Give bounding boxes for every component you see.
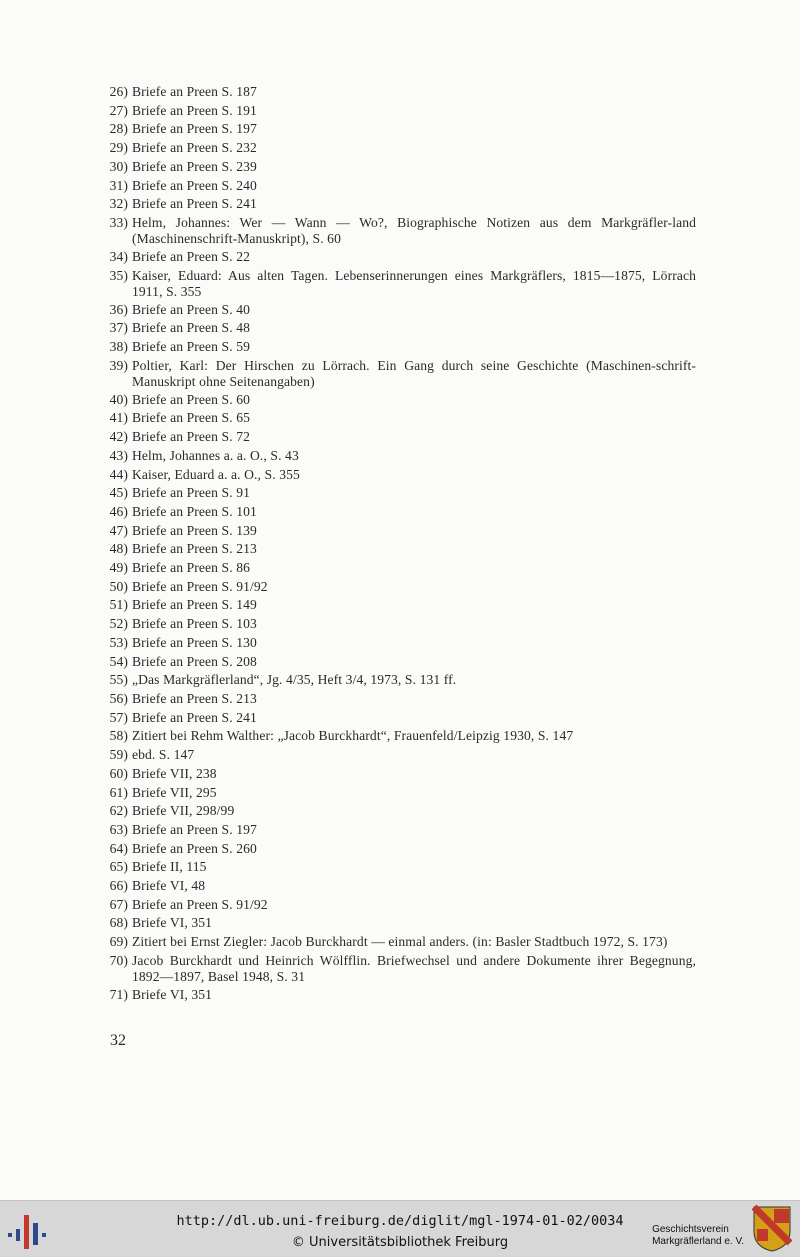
footnote-text: Briefe an Preen S. 59 — [132, 339, 250, 355]
footnote-item — [100, 301, 696, 320]
footnote-text: Briefe an Preen S. 103 — [132, 616, 257, 632]
footnote-item — [100, 671, 696, 690]
footnote-number: 62) — [109, 803, 128, 819]
footnote-number: 50) — [109, 578, 128, 594]
footnote-text: Briefe an Preen S. 197 — [132, 821, 257, 837]
footnote-text: Briefe an Preen S. 232 — [132, 140, 257, 156]
footnote-text: Briefe an Preen S. 60 — [132, 391, 250, 407]
footnote-item — [100, 102, 696, 121]
footnote-text: Briefe an Preen S. 48 — [132, 320, 250, 336]
footnote-item — [100, 615, 696, 634]
footnote-number: 41) — [109, 410, 128, 426]
footnote-text: Briefe an Preen S. 101 — [132, 503, 257, 519]
footnote-item — [100, 896, 696, 915]
footnote-text: Kaiser, Eduard a. a. O., S. 355 — [132, 466, 300, 482]
footnote-item — [100, 933, 696, 952]
footnote-item — [100, 447, 696, 466]
footnote-text: Briefe an Preen S. 241 — [132, 196, 257, 212]
footnote-number: 58) — [109, 728, 128, 744]
footnote-number: 51) — [109, 597, 128, 613]
footnote-number: 63) — [109, 821, 128, 837]
footnote-item — [100, 802, 696, 821]
footnote-text: Poltier, Karl: Der Hirschen zu Lörrach. Ein Gang durch seine Geschichte (Maschinen-schrift-Manuskript ohne Seitenangaben) — [132, 357, 696, 390]
footnote-number: 47) — [109, 522, 128, 538]
footnote-item — [100, 634, 696, 653]
footnote-text: Briefe VI, 48 — [132, 878, 206, 894]
footnote-text: Briefe an Preen S. 213 — [132, 690, 257, 706]
footnote-number: 38) — [109, 339, 128, 355]
society-name — [652, 1224, 744, 1248]
footnote-item — [100, 765, 696, 784]
footnote-text: Briefe an Preen S. 197 — [132, 121, 257, 137]
footnote-number: 29) — [109, 140, 128, 156]
footnote-item — [100, 195, 696, 214]
footnote-text: Briefe an Preen S. 213 — [132, 541, 257, 557]
footnote-number: 44) — [109, 466, 128, 482]
footnote-number: 69) — [109, 934, 128, 950]
footnote-number: 57) — [109, 709, 128, 725]
page-number: 32 — [110, 1032, 126, 1049]
footnote-number: 56) — [109, 690, 128, 706]
footnote-item — [100, 484, 696, 503]
society-name-line-1: Geschichtsverein — [652, 1224, 729, 1235]
footnote-number: 36) — [109, 301, 128, 317]
footnote-number: 55) — [109, 672, 128, 688]
footnote-item — [100, 357, 696, 391]
footnote-item — [100, 821, 696, 840]
footnote-item — [100, 391, 696, 410]
footnote-number: 32) — [109, 196, 128, 212]
footnote-number: 49) — [109, 560, 128, 576]
footnote-number: 53) — [109, 634, 128, 650]
footnote-number: 40) — [109, 391, 128, 407]
footnote-text: Briefe an Preen S. 149 — [132, 597, 257, 613]
footnote-item — [100, 709, 696, 728]
footnote-text: „Das Markgräflerland“, Jg. 4/35, Heft 3/4, 1973, S. 131 ff. — [132, 672, 457, 688]
viewer-footer — [0, 1200, 800, 1257]
footnote-number: 39) — [109, 357, 128, 373]
footnote-item — [100, 120, 696, 139]
footnote-item — [100, 596, 696, 615]
footnote-item — [100, 986, 696, 1005]
footnote-text: Briefe an Preen S. 239 — [132, 158, 257, 174]
coat-of-arms-icon — [752, 1205, 792, 1253]
footnote-text: Briefe an Preen S. 91 — [132, 485, 250, 501]
footnote-text: Kaiser, Eduard: Aus alten Tagen. Lebenserinnerungen eines Markgräflers, 1815—1875, Lörrach 1911, S. 355 — [132, 267, 696, 300]
footnote-item — [100, 690, 696, 709]
footnote-text: Jacob Burckhardt und Heinrich Wölfflin. Briefwechsel und andere Dokumente ihrer Begegnung, 1892—1897, Basel 1948, S. 31 — [132, 952, 696, 985]
footnote-number: 54) — [109, 653, 128, 669]
footnote-text: Briefe an Preen S. 139 — [132, 522, 257, 538]
footnote-text: Briefe an Preen S. 241 — [132, 709, 257, 725]
footnote-text: Briefe an Preen S. 130 — [132, 634, 257, 650]
footnote-text: Helm, Johannes a. a. O., S. 43 — [132, 447, 299, 463]
footnote-item — [100, 428, 696, 447]
footnote-item — [100, 746, 696, 765]
footnote-text: Briefe an Preen S. 187 — [132, 84, 257, 99]
footnote-number: 66) — [109, 878, 128, 894]
footnote-list — [100, 83, 696, 1005]
footnote-number: 59) — [109, 747, 128, 763]
footnote-text: Briefe VI, 351 — [132, 986, 213, 1002]
university-library-logo — [6, 1207, 52, 1253]
footnote-text: Briefe an Preen S. 22 — [132, 248, 250, 264]
footnote-item — [100, 914, 696, 933]
footnote-number: 27) — [109, 102, 128, 118]
footnote-number: 68) — [109, 915, 128, 931]
footnote-item — [100, 858, 696, 877]
footnote-text: Briefe II, 115 — [132, 859, 207, 875]
footnote-number: 37) — [109, 320, 128, 336]
footnote-item — [100, 877, 696, 896]
footnote-text: Zitiert bei Rehm Walther: „Jacob Burckhardt“, Frauenfeld/Leipzig 1930, S. 147 — [132, 728, 574, 744]
footnote-number: 67) — [109, 896, 128, 912]
footnote-number: 35) — [109, 267, 128, 283]
permalink-url[interactable]: http://dl.ub.uni-freiburg.de/diglit/mgl-1974-01-02/0034 — [176, 1213, 624, 1229]
footnote-text: Zitiert bei Ernst Ziegler: Jacob Burckhardt — einmal anders. (in: Basler Stadtbuch 1972, S. 173) — [132, 934, 668, 950]
footnote-text: Briefe an Preen S. 260 — [132, 840, 257, 856]
footnote-item — [100, 784, 696, 803]
footnote-text: Briefe an Preen S. 72 — [132, 429, 250, 445]
footnote-item — [100, 158, 696, 177]
footnote-item — [100, 540, 696, 559]
footnote-item — [100, 177, 696, 196]
footnote-item — [100, 522, 696, 541]
footnote-item — [100, 248, 696, 267]
footnote-number: 70) — [109, 952, 128, 968]
footnote-item — [100, 83, 696, 102]
footnote-text: Briefe VII, 295 — [132, 784, 217, 800]
footnote-text: Briefe an Preen S. 40 — [132, 301, 250, 317]
footnote-item — [100, 267, 696, 301]
footnote-item — [100, 319, 696, 338]
footnote-number: 60) — [109, 765, 128, 781]
footnote-text: Briefe an Preen S. 240 — [132, 177, 257, 193]
footnote-item — [100, 503, 696, 522]
footnote-text: ebd. S. 147 — [132, 747, 195, 763]
footnote-text: Briefe an Preen S. 65 — [132, 410, 250, 426]
footnote-number: 45) — [109, 485, 128, 501]
footnote-number: 33) — [109, 214, 128, 230]
footnote-number: 34) — [109, 248, 128, 264]
footnote-item — [100, 139, 696, 158]
footnote-number: 42) — [109, 429, 128, 445]
footnote-item — [100, 559, 696, 578]
footnote-text: Briefe VII, 238 — [132, 765, 217, 781]
footnote-item — [100, 338, 696, 357]
footnote-number: 48) — [109, 541, 128, 557]
footnote-item — [100, 578, 696, 597]
footnote-item — [100, 952, 696, 986]
footnote-text: Briefe an Preen S. 86 — [132, 560, 250, 576]
footnote-text: Helm, Johannes: Wer — Wann — Wo?, Biographische Notizen aus dem Markgräfler-land (Maschinenschrift-Manuskript), S. 60 — [132, 214, 696, 247]
footnote-text: Briefe VI, 351 — [132, 915, 213, 931]
footnote-number: 71) — [109, 986, 128, 1002]
footnote-item — [100, 409, 696, 428]
footnote-number: 26) — [109, 84, 128, 99]
footnote-text: Briefe an Preen S. 91/92 — [132, 578, 268, 594]
footnote-number: 61) — [109, 784, 128, 800]
footnote-number: 65) — [109, 859, 128, 875]
footnote-number: 31) — [109, 177, 128, 193]
footnote-number: 52) — [109, 616, 128, 632]
footnote-item — [100, 727, 696, 746]
footnote-item — [100, 653, 696, 672]
footnote-number: 64) — [109, 840, 128, 856]
footnote-item — [100, 840, 696, 859]
footnote-text: Briefe VII, 298/99 — [132, 803, 235, 819]
society-name-line-2: Markgräflerland e. V. — [652, 1236, 744, 1247]
copyright-notice: © Universitätsbibliothek Freiburg — [291, 1235, 509, 1250]
footnote-item — [100, 214, 696, 248]
footnote-number: 30) — [109, 158, 128, 174]
footnote-text: Briefe an Preen S. 208 — [132, 653, 257, 669]
footnote-number: 28) — [109, 121, 128, 137]
footnote-number: 43) — [109, 447, 128, 463]
footnote-text: Briefe an Preen S. 91/92 — [132, 896, 268, 912]
footnote-number: 46) — [109, 503, 128, 519]
footnote-text: Briefe an Preen S. 191 — [132, 102, 257, 118]
footnote-item — [100, 466, 696, 485]
